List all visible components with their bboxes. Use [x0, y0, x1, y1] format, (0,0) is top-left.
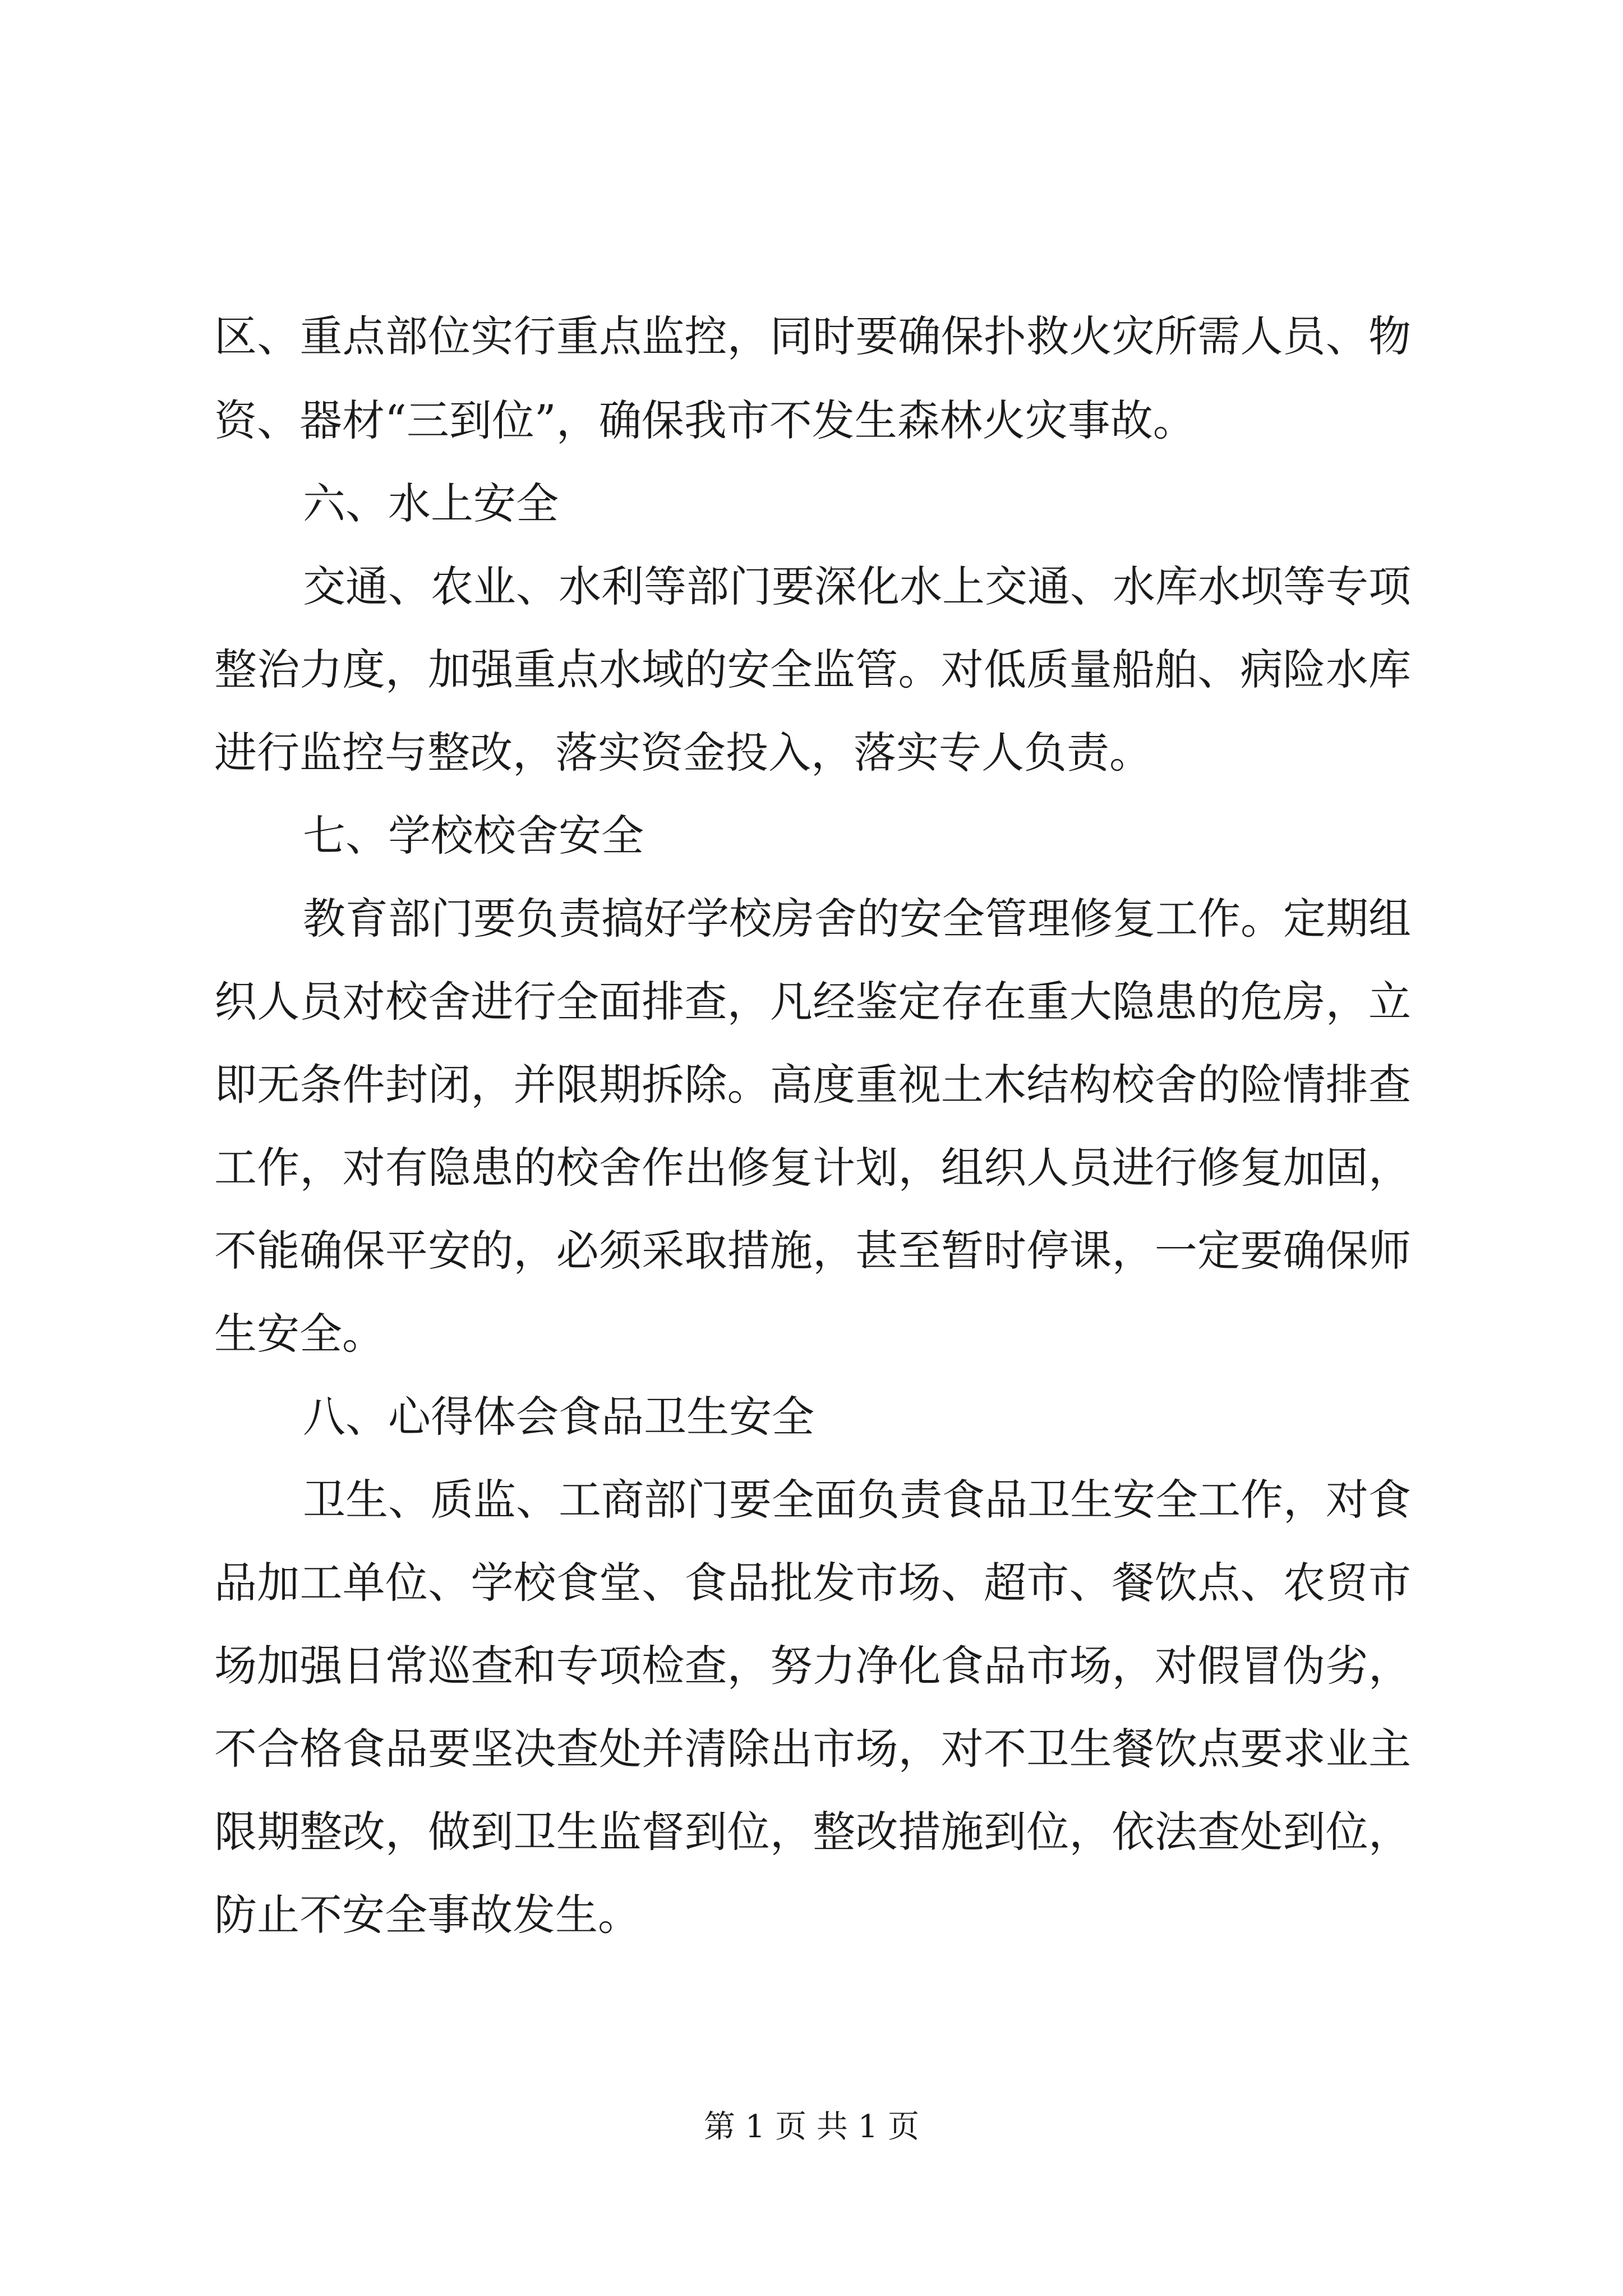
body-text-line: 整治力度，加强重点水域的安全监管。对低质量船舶、病险水库	[214, 645, 1411, 694]
body-text-line: 交通、农业、水利等部门要深化水上交通、水库水坝等专项	[303, 562, 1411, 611]
body-text-line: 不能确保平安的，必须采取措施，甚至暂时停课，一定要确保师	[214, 1226, 1411, 1276]
body-text-line: 品加工单位、学校食堂、食品批发市场、超市、餐饮点、农贸市	[214, 1558, 1411, 1608]
body-text-line: 生安全。	[214, 1309, 385, 1359]
section-heading-school-building-safety: 七、学校校舍安全	[303, 811, 644, 861]
body-text-line: 资、器材“三到位”，确保我市不发生森林火灾事故。	[214, 395, 1196, 445]
body-text-line: 工作，对有隐患的校舍作出修复计划，组织人员进行修复加固，	[214, 1143, 1411, 1193]
body-text-line: 区、重点部位实行重点监控，同时要确保扑救火灾所需人员、物	[214, 311, 1411, 361]
body-text-line: 即无条件封闭，并限期拆除。高度重视土木结构校舍的险情排查	[214, 1060, 1411, 1110]
body-text-line: 进行监控与整改，落实资金投入，落实专人负责。	[214, 728, 1152, 777]
section-heading-food-safety: 八、心得体会食品卫生安全	[303, 1392, 814, 1442]
body-text-line: 教育部门要负责搞好学校房舍的安全管理修复工作。定期组	[303, 894, 1411, 944]
page-footer: 第 1 页 共 1 页	[703, 2109, 920, 2145]
body-text-line: 卫生、质监、工商部门要全面负责食品卫生安全工作，对食	[303, 1475, 1411, 1525]
section-heading-water-safety: 六、水上安全	[303, 478, 559, 528]
body-text-line: 场加强日常巡查和专项检查，努力净化食品市场，对假冒伪劣，	[214, 1641, 1411, 1691]
body-text-line: 限期整改，做到卫生监督到位，整改措施到位，依法查处到位，	[214, 1807, 1411, 1857]
body-text-line: 织人员对校舍进行全面排查，凡经鉴定存在重大隐患的危房，立	[214, 977, 1411, 1027]
body-text-line: 防止不安全事故发生。	[214, 1890, 640, 1940]
body-text-line: 不合格食品要坚决查处并清除出市场，对不卫生餐饮点要求业主	[214, 1724, 1411, 1774]
